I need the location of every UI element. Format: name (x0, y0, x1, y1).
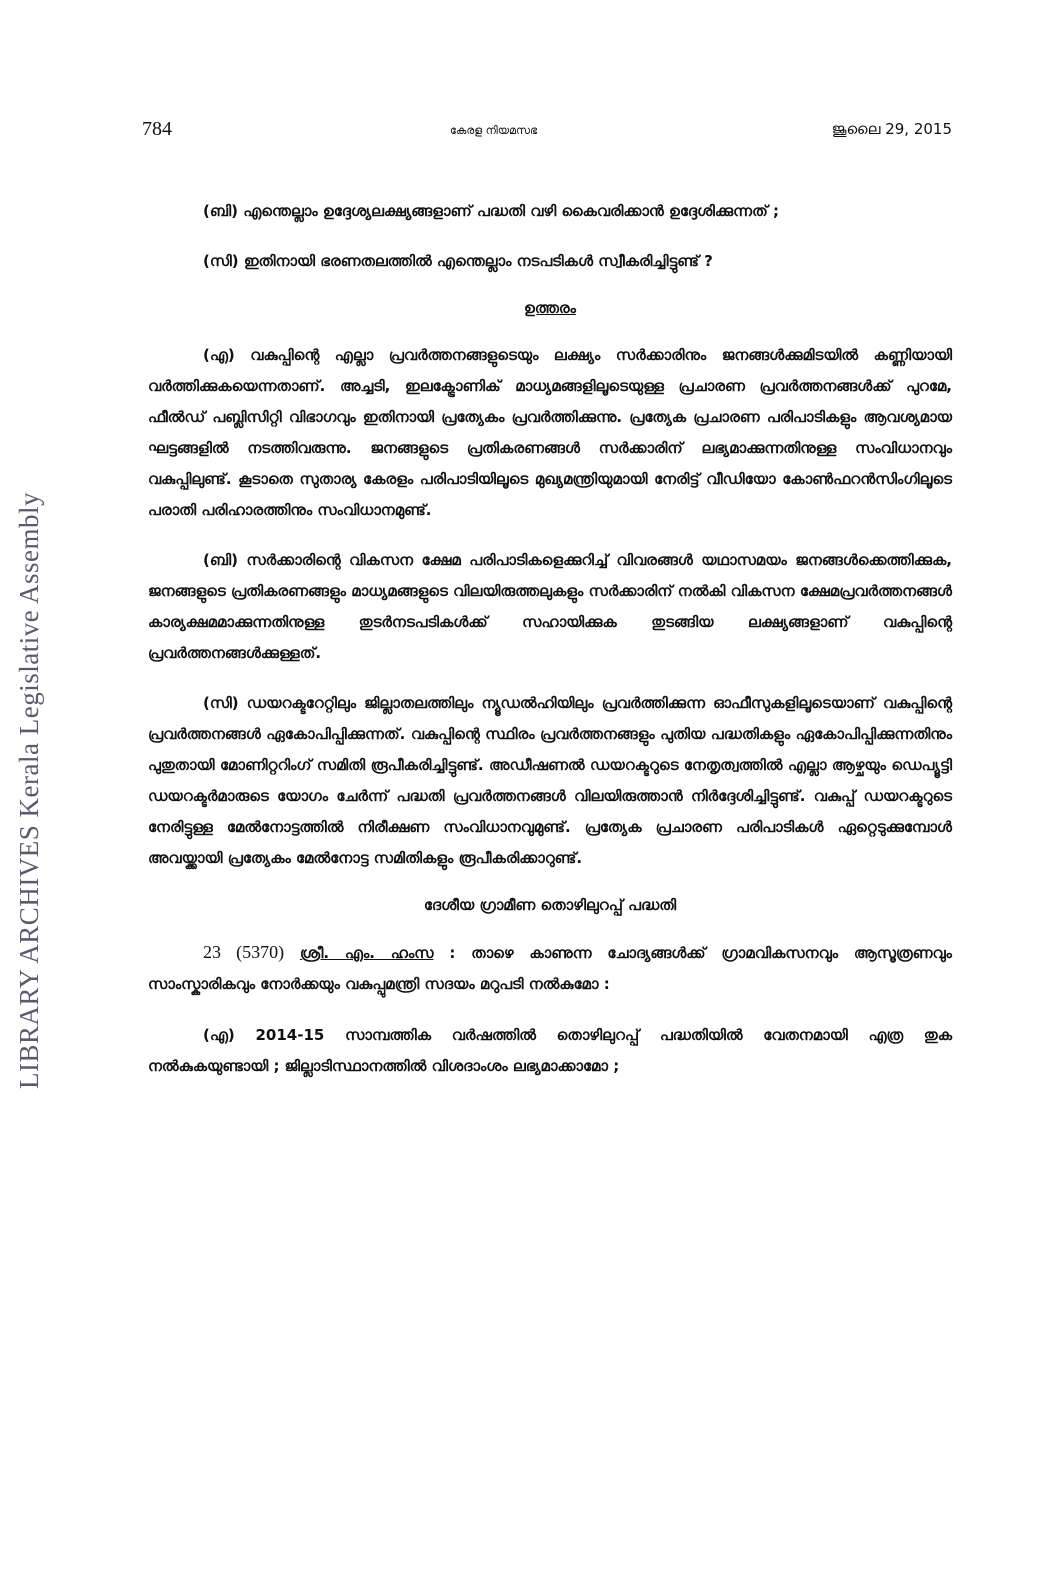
member-name: ശ്രീ. എം. ഹംസ (300, 944, 434, 962)
answer-b: (ബി) സർക്കാരിന്റെ വികസന ക്ഷേമ പരിപാടികളെക്കുറിച്ച് വിവരങ്ങൾ യഥാസമയം ജനങ്ങൾക്കെത്തിക്കുക, ജനങ്ങളുടെ പ്രതികരണങ്ങളും മാധ്യമങ്ങളുടെ വിലയിരുത്തലുകളും സർക്കാരിന് നൽകി വികസന ക്ഷേമപ്രവർത്തനങ്ങൾ കാര്യക്ഷമമാക്കുന്നതിനുള്ള തുടർനടപടികൾക്ക് സഹായിക്കുക തുടങ്ങിയ ലക്ഷ്യങ്ങളാണ് വകുപ്പിന്റെ പ്രവർത്തനങ്ങൾക്കുള്ളത്. (148, 551, 952, 662)
question-intro: : താഴെ കാണുന്ന ചോദ്യങ്ങൾക്ക് ഗ്രാമവികസനവും ആസൂത്രണവും സാംസ്കാരികവും നോർക്കയും വകുപ്പുമന്ത്രി സദയം മറുപടി നൽകുമോ : (148, 944, 952, 993)
archive-watermark (4, 430, 54, 1150)
answer-heading (148, 293, 952, 324)
question-b: (ബി) എന്തെല്ലാം ഉദ്ദേശ്യലക്ഷ്യങ്ങളാണ് പദ്ധതി വഴി കൈവരിക്കാൻ ഉദ്ദേശിക്കുന്നത് ; (203, 202, 779, 220)
header-date: ജൂലൈ 29, 2015 (831, 120, 952, 138)
question-23-a: (എ) 2014-15 സാമ്പത്തിക വർഷത്തിൽ തൊഴിലുറപ്പ് പദ്ധതിയിൽ വേതനമായി എത്ര തുക നൽകുകയുണ്ടായി ; ജില്ലാടിസ്ഥാനത്തിൽ വിശദാംശം ലഭ്യമാക്കാമോ ; (148, 1026, 952, 1075)
page-number: 784 (142, 118, 172, 140)
page-header (130, 118, 952, 142)
answer-a: (എ) വകുപ്പിന്റെ എല്ലാ പ്രവർത്തനങ്ങളുടെയും ലക്ഷ്യം സർക്കാരിനും ജനങ്ങൾക്കുമിടയിൽ കണ്ണിയായി വർത്തിക്കുകയെന്നതാണ്. അച്ചടി, ഇലക്ട്രോണിക് മാധ്യമങ്ങളിലൂടെയുള്ള പ്രചാരണ പ്രവർത്തനങ്ങൾക്ക് പുറമേ, ഫീൽഡ് പബ്ലിസിറ്റി വിഭാഗവും ഇതിനായി പ്രത്യേകം പ്രവർത്തിക്കുന്നു. പ്രത്യേക പ്രചാരണ പരിപാടികളും ആവശ്യമായ ഘട്ടങ്ങളിൽ നടത്തിവരുന്നു. ജനങ്ങളുടെ പ്രതികരണങ്ങൾ സർക്കാരിന് ലഭ്യമാക്കുന്നതിനുള്ള സംവിധാനവും വകുപ്പിലുണ്ട്. കൂടാതെ സുതാര്യ കേരളം പരിപാടിയിലൂടെ മുഖ്യമന്ത്രിയുമായി നേരിട്ട് വീഡിയോ കോൺഫറൻസിംഗിലൂടെ പരാതി പരിഹാരത്തിനും സംവിധാനമുണ്ട്. (148, 346, 952, 519)
watermark-text: LIBRARY ARCHIVES Kerala Legislative Assembly (13, 491, 44, 1089)
answer-heading-text: ഉത്തരം (524, 299, 576, 317)
answer-c: (സി) ഡയറക്ടറേറ്റിലും ജില്ലാതലത്തിലും ന്യൂഡൽഹിയിലും പ്രവർത്തിക്കുന്ന ഓഫീസുകളിലൂടെയാണ് വകുപ്പിന്റെ പ്രവർത്തനങ്ങൾ ഏകോപിപ്പിക്കുന്നത്. വകുപ്പിന്റെ സ്ഥിരം പ്രവർത്തനങ്ങളും പുതിയ പദ്ധതികളും ഏകോപിപ്പിക്കുന്നതിനും പുതുതായി മോണിറ്ററിംഗ് സമിതി രൂപീകരിച്ചിട്ടുണ്ട്. അഡീഷണൽ ഡയറക്ടറുടെ നേതൃത്വത്തിൽ എല്ലാ ആഴ്ചയും ഡെപ്യൂട്ടി ഡയറക്ടർമാരുടെ യോഗം ചേർന്ന് പദ്ധതി പ്രവർത്തനങ്ങൾ വിലയിരുത്താൻ നിർദ്ദേശിച്ചിട്ടുണ്ട്. വകുപ്പ് ഡയറക്ടറുടെ നേരിട്ടുള്ള മേൽനോട്ടത്തിൽ നിരീക്ഷണ സംവിധാനവുമുണ്ട്. പ്രത്യേക പ്രചാരണ പരിപാടികൾ ഏറ്റെടുക്കുമ്പോൾ അവയ്ക്കായി പ്രത്യേകം മേൽനോട്ട സമിതികളും രൂപീകരിക്കാറുണ്ട്. (148, 694, 952, 867)
question-number: 23 (5370) (203, 942, 285, 962)
question-23 (148, 937, 952, 1000)
document-body (148, 196, 952, 1082)
question-c: (സി) ഇതിനായി ഭരണതലത്തിൽ എന്തെല്ലാം നടപടികൾ സ്വീകരിച്ചിട്ടുണ്ട് ? (203, 252, 713, 270)
section-title: ദേശീയ ഗ്രാമീണ തൊഴിലുറപ്പ് പദ്ധതി (423, 896, 677, 914)
running-title: കേരള നിയമസഭ (450, 124, 538, 137)
